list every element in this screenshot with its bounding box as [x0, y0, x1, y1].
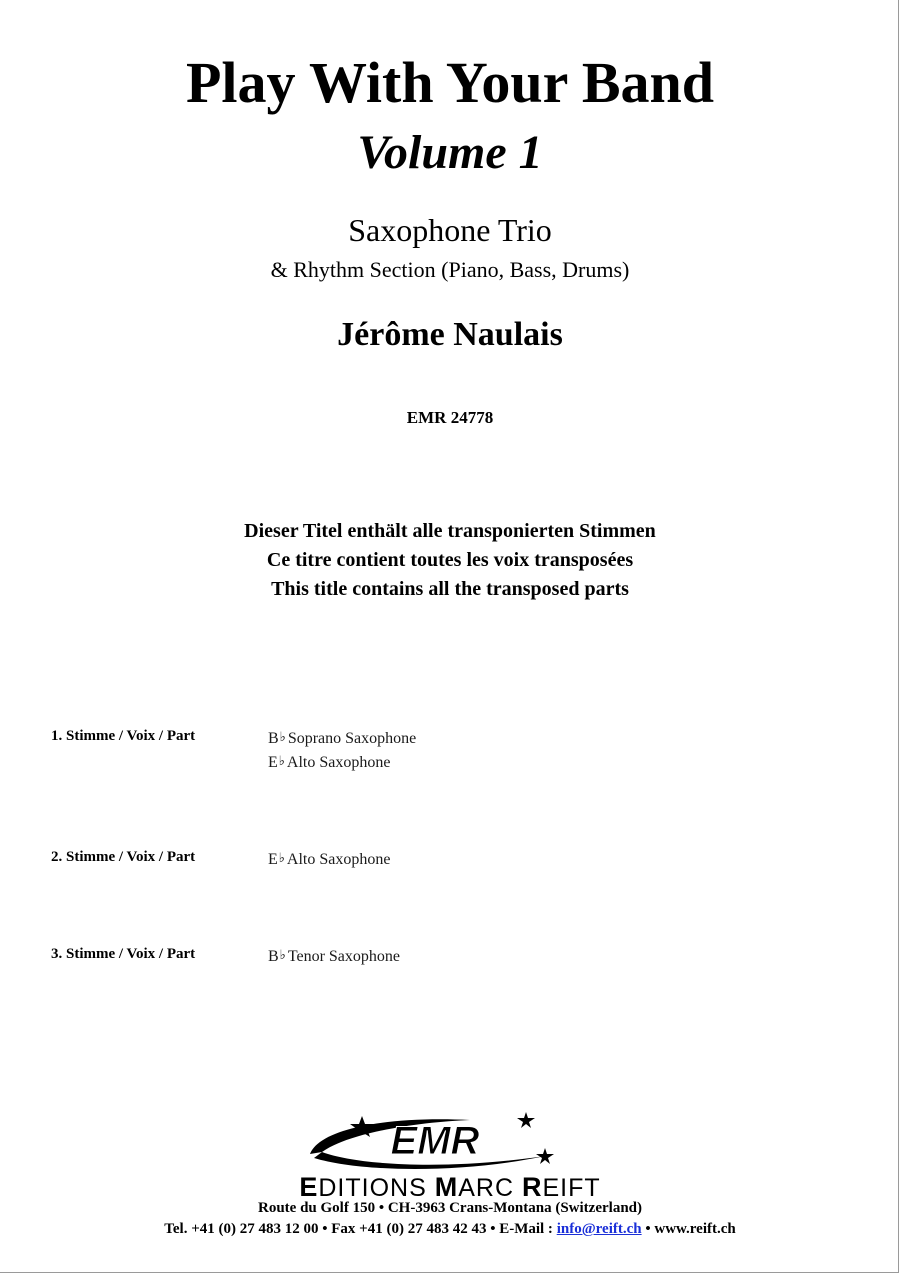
- publisher-address: Route du Golf 150 • CH-3963 Crans-Montana (Switzerland): [258, 1200, 642, 1216]
- instrument-item: [268, 943, 400, 967]
- part-label: 3. Stimme / Voix / Part: [51, 946, 196, 962]
- instrument-item: [268, 725, 416, 749]
- transposition-notes: [0, 517, 900, 604]
- flat-sign-icon: ♭: [279, 729, 286, 744]
- catalog-number: EMR 24778: [406, 408, 494, 427]
- rhythm-section-line: & Rhythm Section (Piano, Bass, Drums): [270, 257, 630, 282]
- instrument-name: Tenor Saxophone: [287, 948, 400, 965]
- ensemble-subtitle: Saxophone Trio: [348, 212, 552, 248]
- page-title: Play With Your Band: [185, 50, 715, 115]
- volume-subtitle: Volume 1: [357, 126, 543, 179]
- note-french: Ce titre contient toutes les voix transposées: [266, 549, 634, 571]
- flat-sign-icon: ♭: [278, 850, 285, 865]
- instrument-name: Alto Saxophone: [286, 754, 391, 771]
- star-icon: [517, 1112, 535, 1128]
- note-german: Dieser Titel enthält alle transponierten Stimmen: [244, 520, 656, 542]
- flat-sign-icon: ♭: [278, 753, 285, 768]
- part-label: 1. Stimme / Voix / Part: [51, 728, 196, 744]
- instrument-key: B: [268, 730, 279, 747]
- logo-text: EMR: [390, 1119, 480, 1163]
- instrument-item: [268, 846, 390, 870]
- email-link[interactable]: info@reift.ch: [556, 1221, 642, 1237]
- instrument-key: B: [268, 948, 279, 965]
- composer-name: Jérôme Naulais: [337, 316, 563, 353]
- publisher-contact: Tel. +41 (0) 27 483 12 00 • Fax +41 (0) 27 483 42 43 • E-Mail : info@reift.ch • www.reift.ch: [164, 1221, 736, 1237]
- instrument-key: E: [268, 754, 278, 771]
- emr-logo: [300, 1108, 570, 1174]
- note-english: This title contains all the transposed parts: [271, 578, 629, 600]
- part-instruments: [268, 846, 390, 870]
- instrument-key: E: [268, 851, 278, 868]
- instrument-name: Alto Saxophone: [286, 851, 391, 868]
- publisher-name: EDITIONS MARC REIFT: [299, 1172, 601, 1202]
- instrument-name: Soprano Saxophone: [287, 730, 417, 747]
- part-instruments: [268, 725, 416, 773]
- flat-sign-icon: ♭: [279, 947, 286, 962]
- instrument-item: [268, 749, 416, 773]
- part-label: 2. Stimme / Voix / Part: [51, 849, 196, 865]
- star-icon: [536, 1148, 554, 1164]
- part-instruments: [268, 943, 400, 967]
